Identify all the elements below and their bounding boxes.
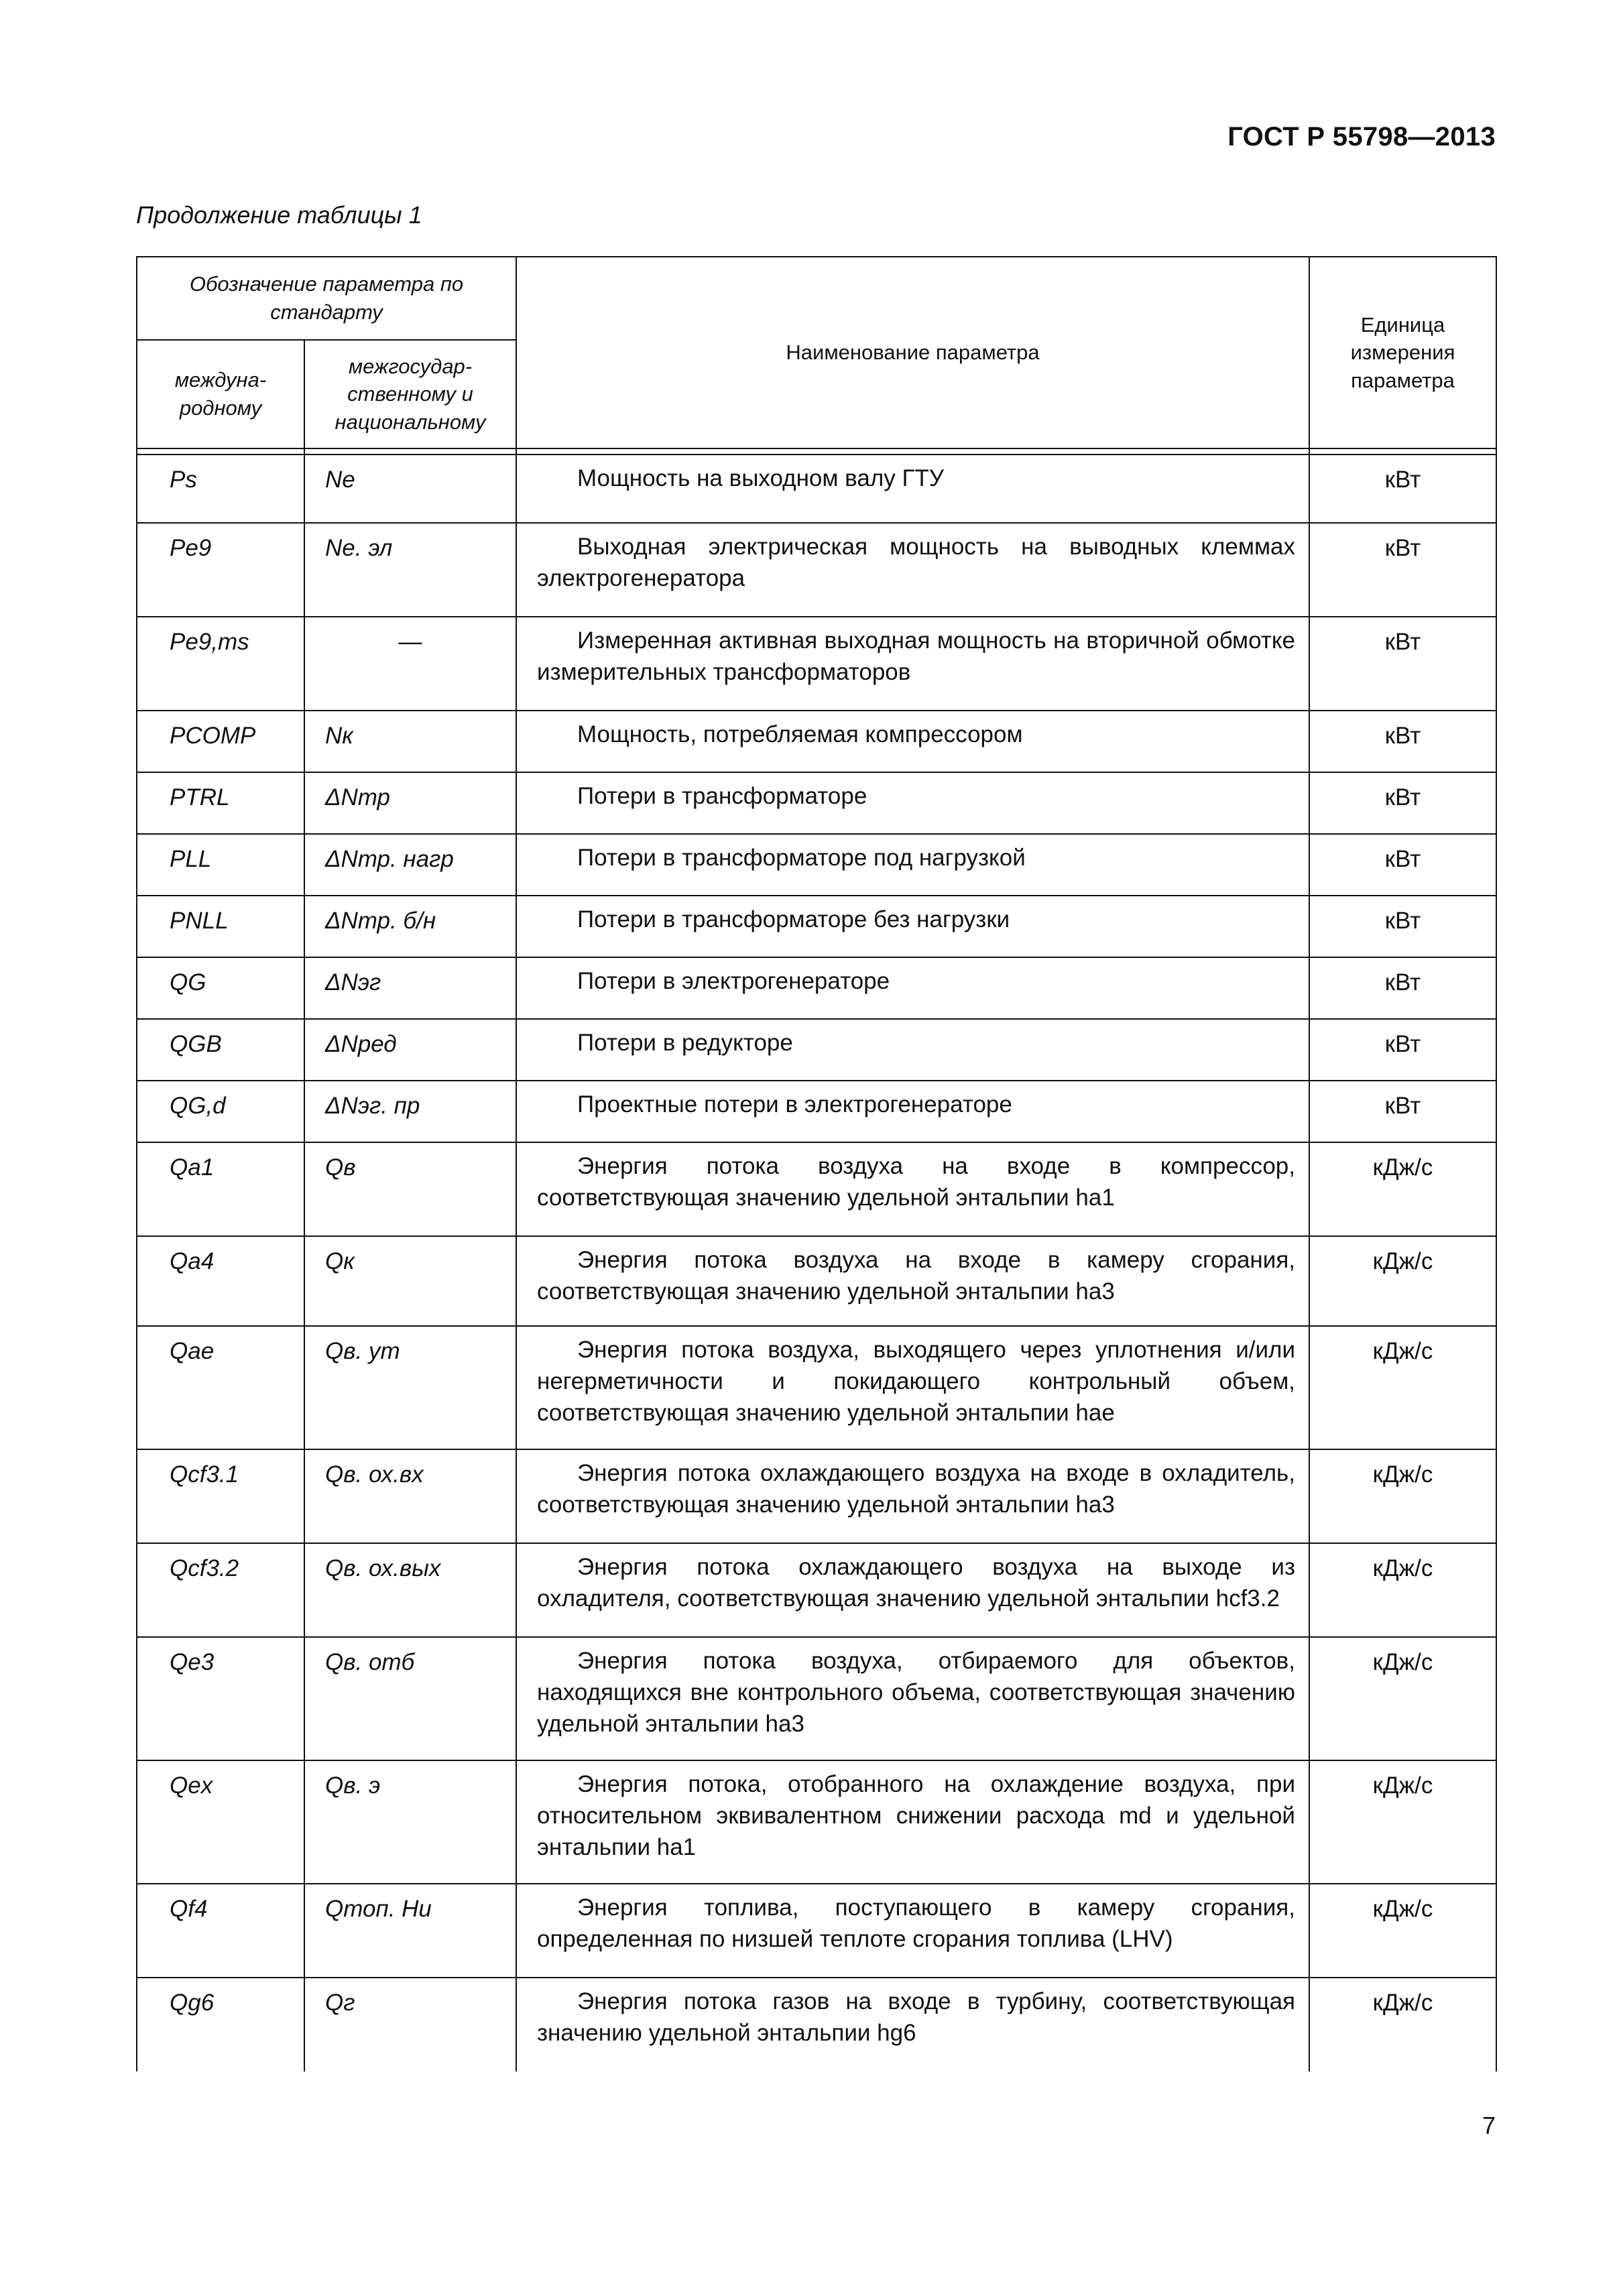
- unit: кДж/с: [1309, 1637, 1496, 1760]
- unit: кВт: [1309, 1019, 1496, 1081]
- unit: кДж/с: [1309, 1326, 1496, 1449]
- table-row: [137, 1978, 1496, 2071]
- national-designation: Qтоп. Ни: [304, 1884, 516, 1978]
- parameter-name: Энергия потока воздуха, отбираемого для объектов, находящихся вне контрольного объема, соответствующая значению удельной энтальпии ha3: [516, 1637, 1309, 1760]
- national-designation: Ne. эл: [304, 523, 516, 617]
- table-row: [137, 1637, 1496, 1760]
- intl-designation: Pe9: [137, 523, 304, 617]
- header-international: междуна-родному: [137, 340, 304, 448]
- intl-designation: Qe3: [137, 1637, 304, 1760]
- intl-designation: Qf4: [137, 1884, 304, 1978]
- parameter-name: Проектные потери в электрогенераторе: [516, 1081, 1309, 1142]
- parameter-name: Измеренная активная выходная мощность на вторичной обмотке измерительных трансформаторов: [516, 617, 1309, 711]
- table-row: [137, 834, 1496, 896]
- table-body: [137, 455, 1496, 2071]
- table-row: [137, 772, 1496, 834]
- header-interstate: межгосудар-ственному и национальному: [304, 340, 516, 448]
- national-designation: ΔNтр. б/н: [304, 896, 516, 957]
- table-row: [137, 1884, 1496, 1978]
- intl-designation: QG: [137, 957, 304, 1019]
- table-row: [137, 1019, 1496, 1081]
- header-designation-group: Обозначение параметра по стандарту: [137, 257, 516, 340]
- unit: кДж/с: [1309, 1978, 1496, 2071]
- standard-code: ГОСТ Р 55798—2013: [1227, 122, 1496, 152]
- parameter-name: Энергия потока воздуха на входе в камеру сгорания, соответствующая значению удельной энтальпии ha3: [516, 1236, 1309, 1326]
- parameter-name: Мощность на выходном валу ГТУ: [516, 455, 1309, 523]
- table-row: [137, 523, 1496, 617]
- parameter-name: Энергия потока воздуха на входе в компрессор, соответствующая значению удельной энтальпии ha1: [516, 1142, 1309, 1236]
- national-designation: Qк: [304, 1236, 516, 1326]
- unit: кВт: [1309, 711, 1496, 772]
- header-name: Наименование параметра: [516, 257, 1309, 448]
- national-designation: ΔNэг: [304, 957, 516, 1019]
- unit: кВт: [1309, 1081, 1496, 1142]
- national-designation: ΔNред: [304, 1019, 516, 1081]
- parameter-name: Потери в трансформаторе под нагрузкой: [516, 834, 1309, 896]
- table-row: [137, 1081, 1496, 1142]
- intl-designation: QG,d: [137, 1081, 304, 1142]
- intl-designation: PNLL: [137, 896, 304, 957]
- header-unit: Единица измерения параметра: [1309, 257, 1496, 448]
- intl-designation: Qa1: [137, 1142, 304, 1236]
- national-designation: Qв. э: [304, 1760, 516, 1884]
- intl-designation: Ps: [137, 455, 304, 523]
- parameter-name: Энергия потока охлаждающего воздуха на входе в охладитель, соответствующая значению удельной энтальпии ha3: [516, 1449, 1309, 1543]
- parameter-name: Мощность, потребляемая компрессором: [516, 711, 1309, 772]
- parameter-name: Потери в трансформаторе: [516, 772, 1309, 834]
- parameter-name: Энергия потока воздуха, выходящего через уплотнения и/или негерметичности и покидающего контрольный объем, соответствующая значению удельной энтальпии hae: [516, 1326, 1309, 1449]
- national-designation: ΔNтр. нагр: [304, 834, 516, 896]
- intl-designation: Qae: [137, 1326, 304, 1449]
- national-designation: Nк: [304, 711, 516, 772]
- national-designation: Ne: [304, 455, 516, 523]
- intl-designation: PLL: [137, 834, 304, 896]
- unit: кВт: [1309, 772, 1496, 834]
- table-row: [137, 711, 1496, 772]
- unit: кВт: [1309, 896, 1496, 957]
- unit: кДж/с: [1309, 1760, 1496, 1884]
- national-designation: Qв: [304, 1142, 516, 1236]
- parameter-name: Энергия потока охлаждающего воздуха на выходе из охладителя, соответствующая значению удельной энтальпии hcf3.2: [516, 1543, 1309, 1637]
- table-row: [137, 1326, 1496, 1449]
- unit: кДж/с: [1309, 1543, 1496, 1637]
- unit: кВт: [1309, 455, 1496, 523]
- unit: кВт: [1309, 834, 1496, 896]
- intl-designation: Qg6: [137, 1978, 304, 2071]
- unit: кВт: [1309, 523, 1496, 617]
- parameter-name: Энергия топлива, поступающего в камеру сгорания, определенная по низшей теплоте сгорания топлива (LHV): [516, 1884, 1309, 1978]
- unit: кВт: [1309, 957, 1496, 1019]
- table-row: [137, 455, 1496, 523]
- unit: кДж/с: [1309, 1884, 1496, 1978]
- table-row: [137, 1142, 1496, 1236]
- parameter-name: Потери в трансформаторе без нагрузки: [516, 896, 1309, 957]
- national-designation: Qв. отб: [304, 1637, 516, 1760]
- table-row: [137, 1543, 1496, 1637]
- page-number: 7: [1482, 2112, 1496, 2139]
- intl-designation: PTRL: [137, 772, 304, 834]
- unit: кДж/с: [1309, 1449, 1496, 1543]
- national-designation: —: [304, 617, 516, 711]
- national-designation: ΔNэг. пр: [304, 1081, 516, 1142]
- national-designation: ΔNтр: [304, 772, 516, 834]
- intl-designation: Qcf3.1: [137, 1449, 304, 1543]
- intl-designation: Qa4: [137, 1236, 304, 1326]
- national-designation: Qв. ут: [304, 1326, 516, 1449]
- intl-designation: Qex: [137, 1760, 304, 1884]
- national-designation: Qг: [304, 1978, 516, 2071]
- table-row: [137, 896, 1496, 957]
- intl-designation: Pe9,ms: [137, 617, 304, 711]
- table-caption: Продолжение таблицы 1: [136, 201, 422, 229]
- national-designation: Qв. ох.вх: [304, 1449, 516, 1543]
- parameters-table: [136, 256, 1497, 2071]
- intl-designation: QGB: [137, 1019, 304, 1081]
- unit: кДж/с: [1309, 1236, 1496, 1326]
- unit: кДж/с: [1309, 1142, 1496, 1236]
- intl-designation: PCOMP: [137, 711, 304, 772]
- parameter-name: Энергия потока газов на входе в турбину, соответствующая значению удельной энтальпии hg6: [516, 1978, 1309, 2071]
- table-row: [137, 617, 1496, 711]
- table-row: [137, 1449, 1496, 1543]
- parameter-name: Потери в электрогенераторе: [516, 957, 1309, 1019]
- table-row: [137, 957, 1496, 1019]
- header-separator: [137, 448, 1496, 455]
- parameter-name: Потери в редукторе: [516, 1019, 1309, 1081]
- parameter-name: Выходная электрическая мощность на выводных клеммах электрогенератора: [516, 523, 1309, 617]
- parameter-name: Энергия потока, отобранного на охлаждение воздуха, при относительном эквивалентном снижении расхода md и удельной энтальпии ha1: [516, 1760, 1309, 1884]
- table-row: [137, 1760, 1496, 1884]
- unit: кВт: [1309, 617, 1496, 711]
- table-row: [137, 1236, 1496, 1326]
- intl-designation: Qcf3.2: [137, 1543, 304, 1637]
- national-designation: Qв. ох.вых: [304, 1543, 516, 1637]
